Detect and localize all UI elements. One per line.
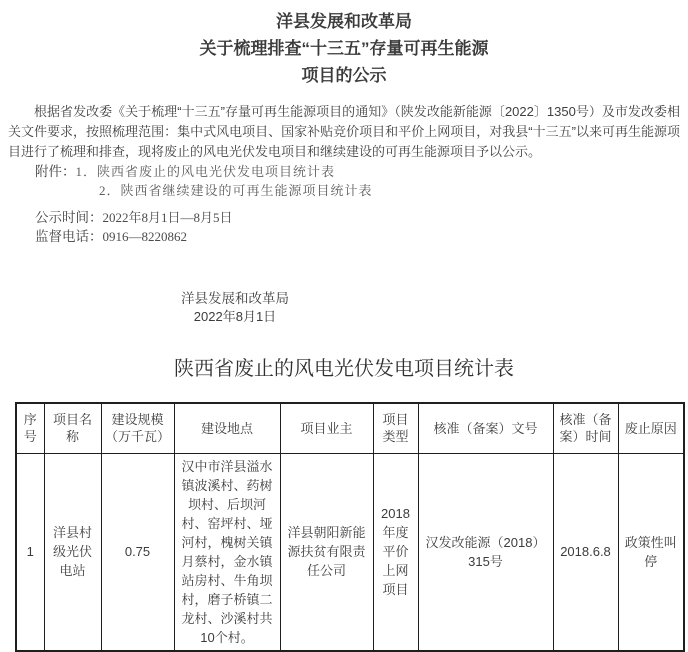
- table-header-row: [16, 403, 684, 453]
- attachment-line-2: [35, 181, 682, 200]
- header-cell-scale: 建设规模（万千瓦）: [101, 403, 174, 453]
- header-cell-owner: 项目业主: [280, 403, 373, 453]
- attachments-list: [35, 162, 682, 200]
- document-title-line-2: 关于梳理排查“十三五”存量可再生能源: [199, 39, 489, 58]
- cell-scale: 0.75: [101, 453, 174, 651]
- phone-row: [35, 227, 682, 246]
- projects-table: [15, 402, 685, 652]
- cell-approval-doc: 汉发改能源（2018）315号: [418, 453, 553, 651]
- cell-seq: 1: [16, 453, 44, 651]
- publicity-time-row: [35, 208, 682, 227]
- cell-location: 汉中市洋县溢水镇波溪村、药树坝村、后坝河村、窑坪村、垭河村，槐树关镇月蔡村，金水镇站房村、牛角坝村，磨子桥镇二龙村、沙溪村共10个村。: [174, 453, 280, 651]
- publicity-meta: [35, 208, 682, 246]
- publicity-time-value: 2022年8月1日—8月5日: [102, 210, 233, 225]
- cell-project-name: 洋县村级光伏电站: [44, 453, 101, 651]
- phone-label: 监督电话：: [35, 229, 103, 244]
- table-title: 陕西省废止的风电光伏发电项目统计表: [174, 358, 514, 380]
- header-cell-reason: 废止原因: [618, 403, 684, 453]
- cell-type: 2018年度平价上网项目: [373, 453, 418, 651]
- cell-approval-time: 2018.6.8: [553, 453, 618, 651]
- document-title-line-3: 项目的公示: [301, 66, 387, 85]
- attachments-label: 附件：: [35, 164, 76, 179]
- attachment-line-1: [35, 162, 682, 181]
- table-row: [16, 453, 684, 651]
- header-cell-seq: 序号: [16, 403, 44, 453]
- signature-block: [135, 290, 335, 326]
- signature-date: 2022年8月1日: [193, 309, 277, 324]
- signature-org: 洋县发展和改革局: [181, 291, 289, 306]
- header-cell-project-name: 项目名称: [44, 403, 101, 453]
- cell-reason: 政策性叫停: [618, 453, 684, 651]
- header-cell-location: 建设地点: [174, 403, 280, 453]
- header-cell-approval-time: 核准（备案）时间: [553, 403, 618, 453]
- header-cell-type: 项目类型: [373, 403, 418, 453]
- phone-value: 0916—8220862: [102, 229, 187, 244]
- attachment-item-1: 1．陕西省废止的风电光伏发电项目统计表: [75, 164, 336, 179]
- body-paragraph: 根据省发改委《关于梳理“十三五”存量可再生能源项目的通知》（陕发改能新能源〔2022〕1350号）及市发改委相关文件要求，按照梳理范围：集中式风电项目、国家补贴竞价项目和平价上网项目，对我县“十三五”以来可再生能源项目进行了梳理和排查，现将废止的风电光伏发电项目和继续建设的可再生能源项目予以公示。: [8, 104, 680, 159]
- cell-owner: 洋县朝阳新能源扶贫有限责任公司: [280, 453, 373, 651]
- document-title: [6, 8, 682, 89]
- header-cell-approval-doc: 核准（备案）文号: [418, 403, 553, 453]
- document-title-line-1: 洋县发展和改革局: [276, 12, 412, 31]
- publicity-time-label: 公示时间：: [35, 210, 103, 225]
- attachment-item-2: 2．陕西省继续建设的可再生能源项目统计表: [99, 183, 373, 198]
